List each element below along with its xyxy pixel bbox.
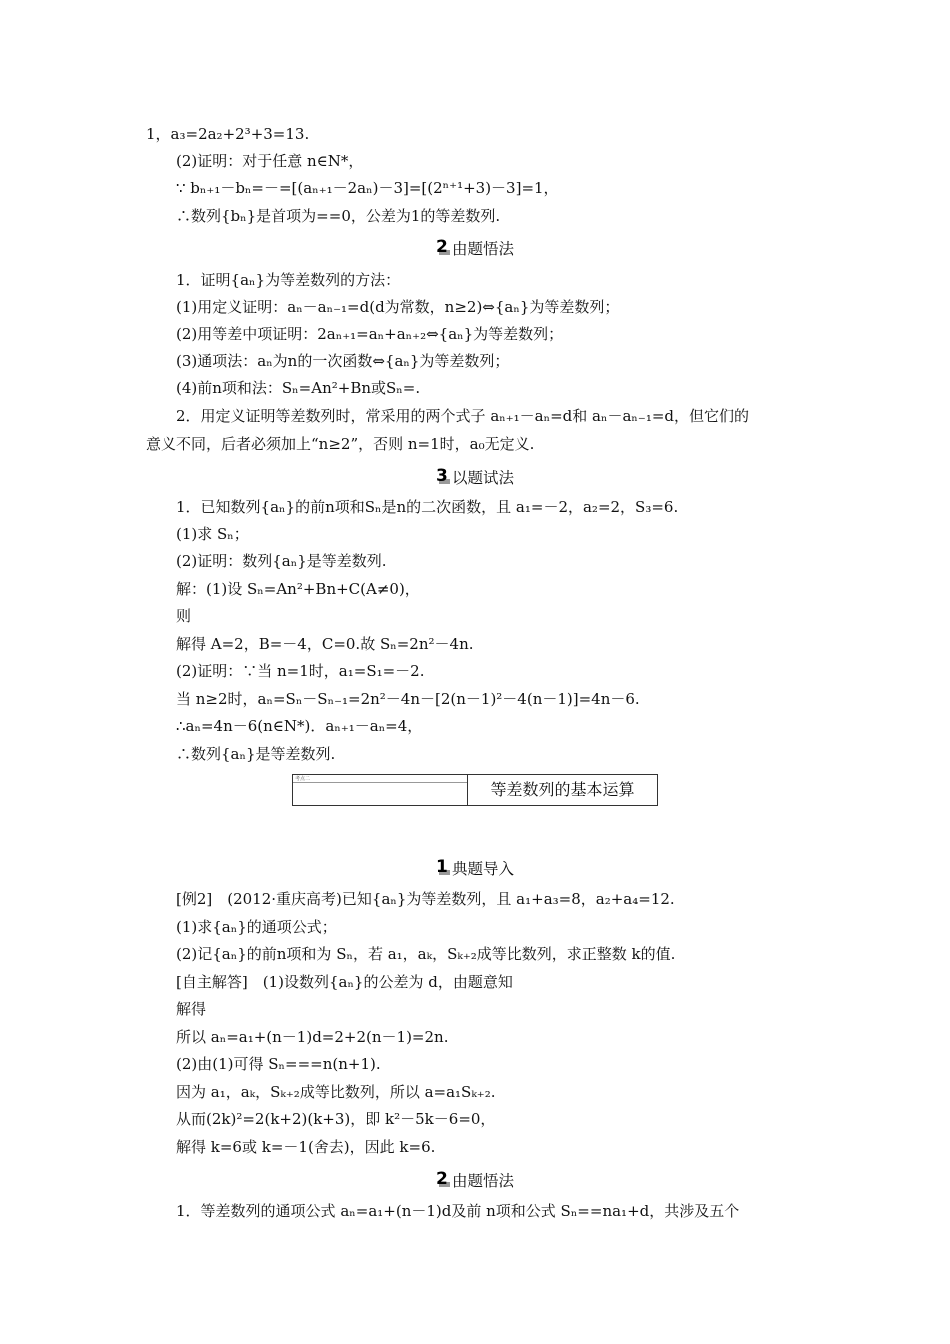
text-line: ∴aₙ=4n－6(n∈N*)．aₙ₊₁－aₙ=4， xyxy=(176,717,423,735)
text-line: 解得 A=2，B=－4，C=0.故 Sₙ=2n²－4n. xyxy=(176,635,474,653)
topic-title: 等差数列的基本运算 xyxy=(490,780,635,799)
text-line: 1，a₃=2a₂+2³+3=13. xyxy=(146,125,310,143)
text-line: 解得 k=6或 k=－1(舍去)，因此 k=6. xyxy=(176,1138,436,1156)
text-line: (1)求{aₙ}的通项公式； xyxy=(176,918,337,936)
text-line: 所以 aₙ=a₁+(n－1)d=2+2(n－1)=2n. xyxy=(176,1028,449,1046)
section-heading xyxy=(0,858,950,880)
text-line: (2)证明：∵当 n=1时，a₁=S₁=－2. xyxy=(176,662,425,680)
text-line: (2)证明：对于任意 n∈N*， xyxy=(176,152,364,170)
text-line: 2．用定义证明等差数列时，常采用的两个式子 aₙ₊₁－aₙ=d和 aₙ－aₙ₋₁=d，但它们的 xyxy=(176,407,750,425)
text-line: 意义不同，后者必须加上“n≥2”，否则 n=1时，a₀无定义. xyxy=(146,435,535,453)
text-line: ∴数列{bₙ}是首项为==0，公差为1的等差数列. xyxy=(176,207,501,225)
text-line: (2)用等差中项证明：2aₙ₊₁=aₙ+aₙ₊₂⇔{aₙ}为等差数列； xyxy=(176,325,564,343)
section-heading xyxy=(0,238,950,260)
text-line: [例2] (2012·重庆高考)已知{aₙ}为等差数列，且 a₁+a₃=8，a₂+a₄=12. xyxy=(176,890,675,908)
text-line: 1．已知数列{aₙ}的前n项和Sₙ是n的二次函数，且 a₁=－2，a₂=2，S₃=6. xyxy=(176,498,679,516)
text-line: 则 xyxy=(176,607,192,625)
number-badge-icon: 2 xyxy=(436,239,450,257)
number-badge-icon: 1 xyxy=(436,859,450,877)
text-line: (1)求 Sₙ； xyxy=(176,525,249,543)
text-line: ∴数列{aₙ}是等差数列. xyxy=(176,745,336,763)
heading-text: 典题导入 xyxy=(451,860,514,878)
heading-text: 由题悟法 xyxy=(451,1172,514,1190)
text-line: [自主解答] (1)设数列{aₙ}的公差为 d，由题意知 xyxy=(176,973,513,991)
section-heading xyxy=(0,467,950,489)
text-line: (2)由(1)可得 Sₙ===n(n+1). xyxy=(176,1055,381,1073)
text-line: 当 n≥2时，aₙ=Sₙ－Sₙ₋₁=2n²－4n－[2(n－1)²－4(n－1)]=4n－6. xyxy=(176,690,640,708)
heading-text: 以题试法 xyxy=(451,469,514,487)
divider xyxy=(293,782,467,783)
text-line: (2)证明：数列{aₙ}是等差数列. xyxy=(176,552,387,570)
text-line: 解：(1)设 Sₙ=An²+Bn+C(A≠0)， xyxy=(176,580,420,598)
text-line: 因为 a₁，aₖ，Sₖ₊₂成等比数列，所以 a=a₁Sₖ₊₂. xyxy=(176,1083,496,1101)
text-line: ∵ bₙ₊₁－bₙ=－=[(aₙ₊₁－2aₙ)－3]=[(2ⁿ⁺¹+3)－3]=1， xyxy=(176,179,559,197)
text-line: (2)记{aₙ}的前n项和为 Sₙ，若 a₁，aₖ，Sₖ₊₂成等比数列，求正整数 k的值. xyxy=(176,945,676,963)
number-badge-icon: 3 xyxy=(436,468,450,486)
topic-tag-cell xyxy=(293,775,468,805)
text-line: 1．等差数列的通项公式 aₙ=a₁+(n－1)d及前 n项和公式 Sₙ==na₁+d，共涉及五个 xyxy=(176,1202,740,1220)
heading-text: 由题悟法 xyxy=(451,240,514,258)
section-heading xyxy=(0,1170,950,1192)
text-line: (3)通项法：aₙ为n的一次函数⇔{aₙ}为等差数列； xyxy=(176,352,510,370)
text-line: (1)用定义证明：aₙ－aₙ₋₁=d(d为常数，n≥2)⇔{aₙ}为等差数列； xyxy=(176,298,620,316)
topic-tag: 考点二 xyxy=(295,776,311,782)
text-line: 解得 xyxy=(176,1000,207,1018)
text-line: (4)前n项和法：Sₙ=An²+Bn或Sₙ=. xyxy=(176,379,421,397)
text-line: 1．证明{aₙ}为等差数列的方法： xyxy=(176,271,401,289)
text-line: 从而(2k)²=2(k+2)(k+3)，即 k²－5k－6=0， xyxy=(176,1110,496,1128)
topic-box xyxy=(292,774,658,806)
number-badge-icon: 2 xyxy=(436,1171,450,1189)
